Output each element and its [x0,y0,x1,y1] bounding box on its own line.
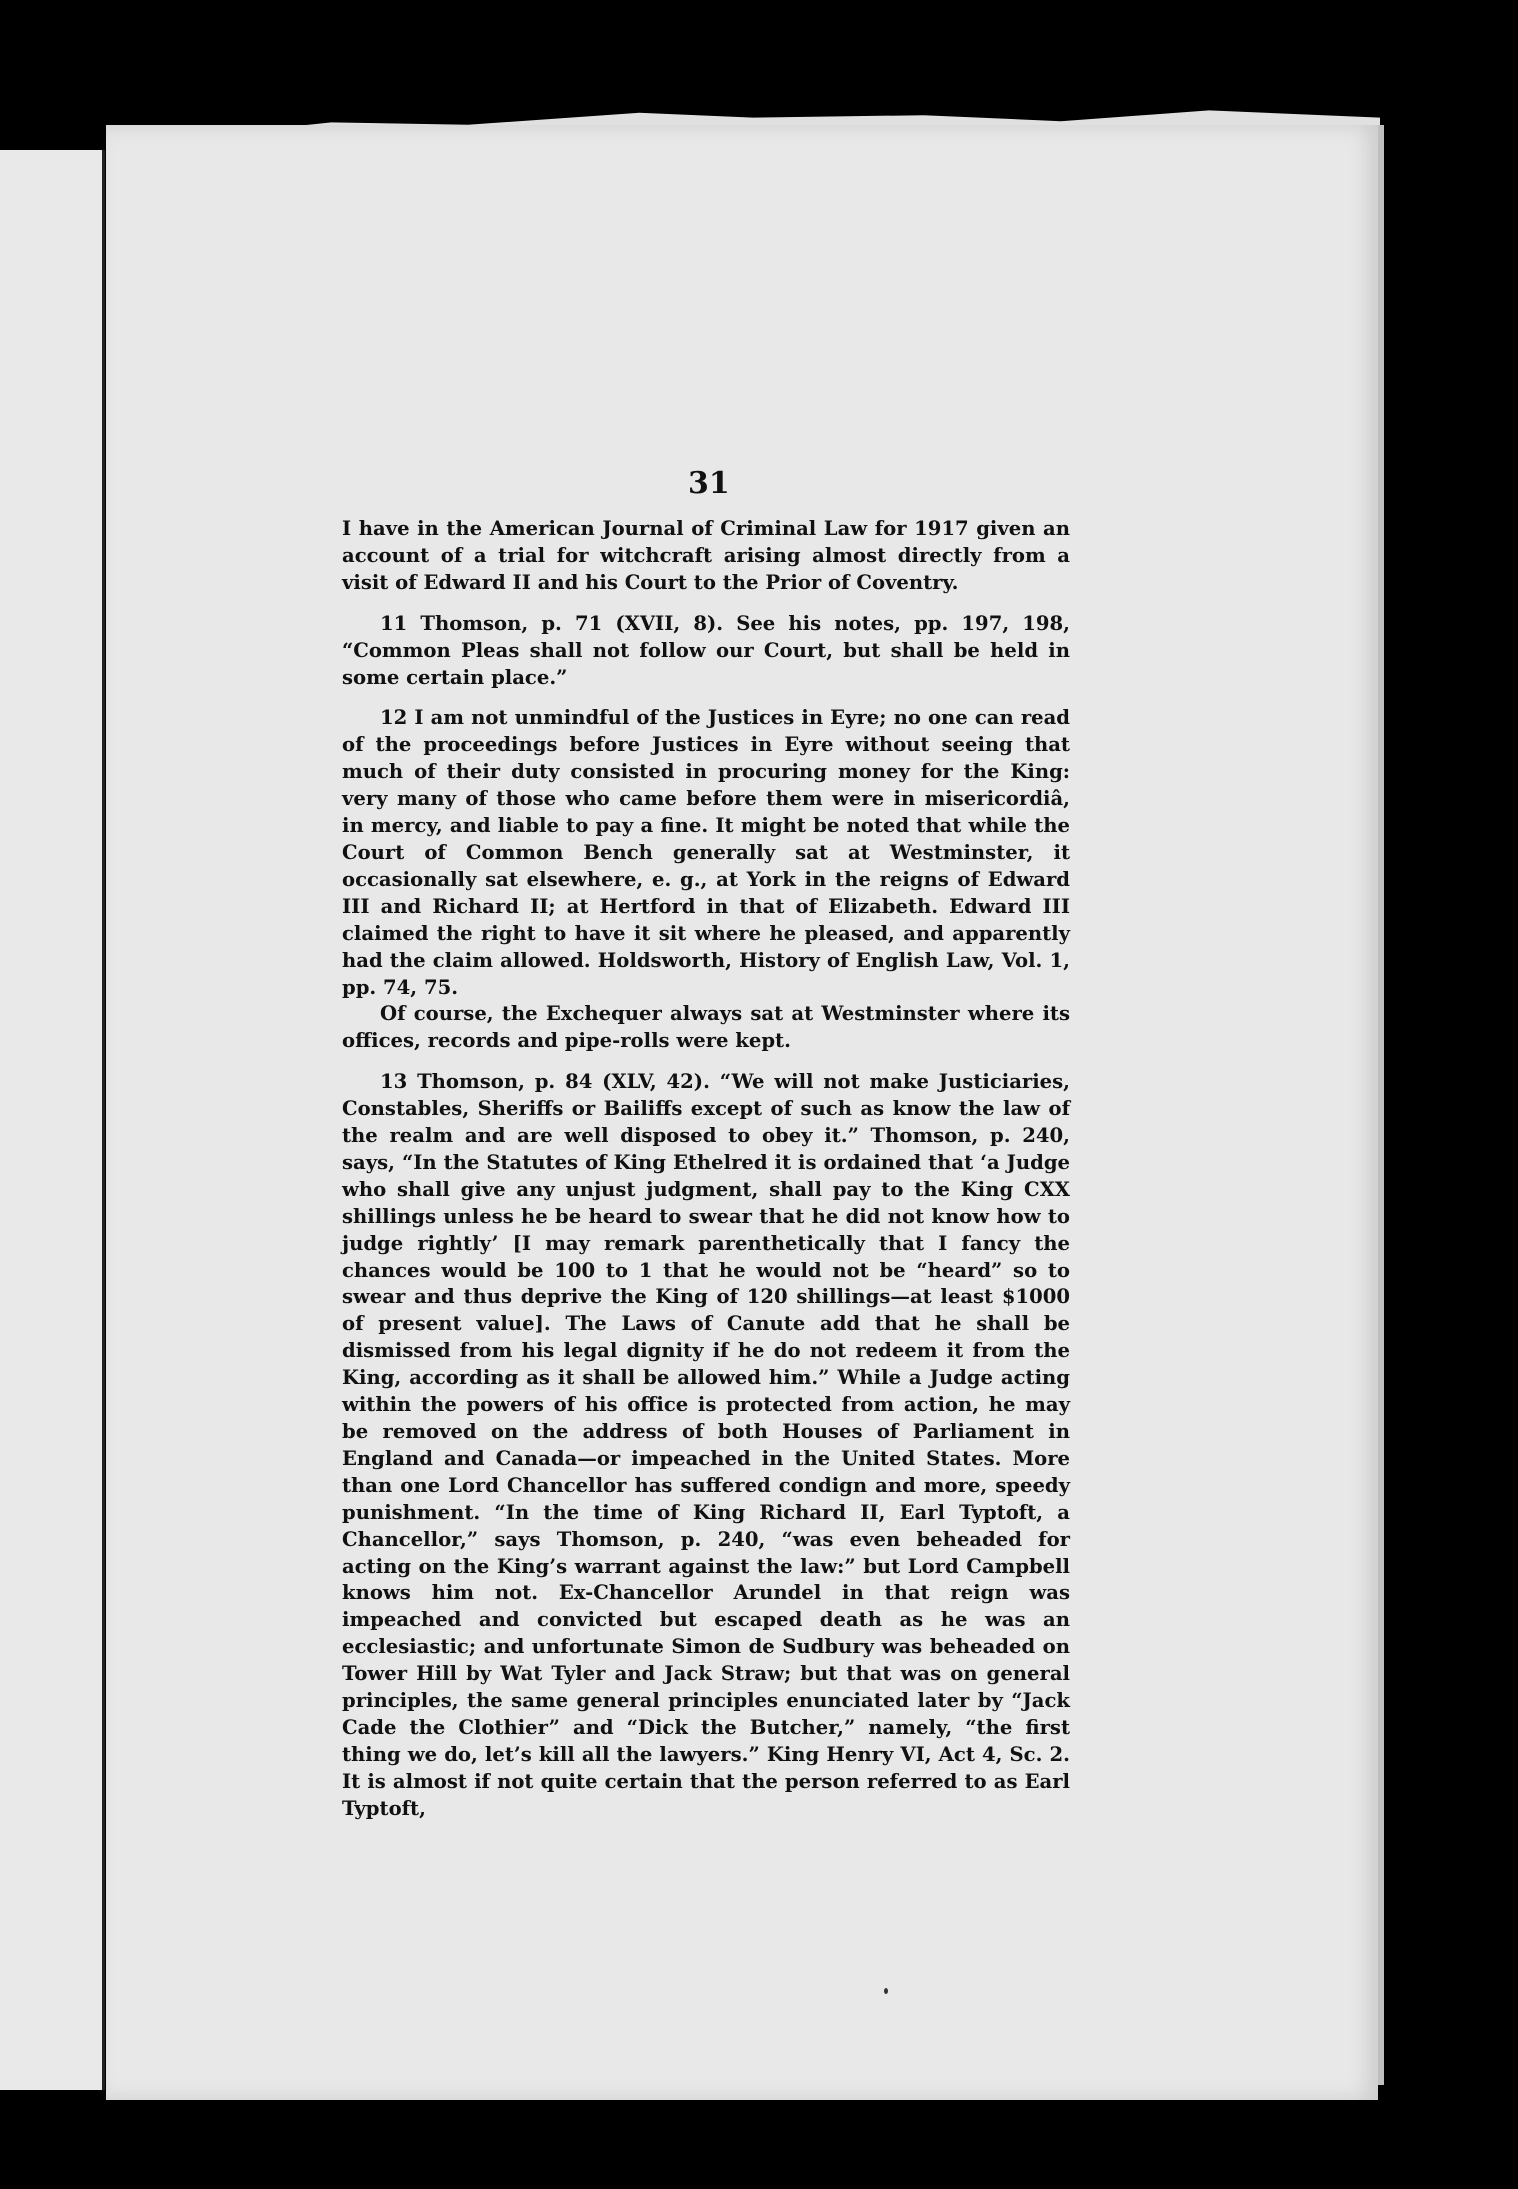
ink-speck [884,1988,888,1994]
footnote-12-continued: Of course, the Exchequer always sat at Westminster where its offices, records and pipe-rolls were kept. [342,1002,1070,1053]
footnote-11: 11 Thomson, p. 71 (XVII, 8). See his notes, pp. 197, 198, “Common Pleas shall not follow our Court, but shall be held in some certain place.” [342,611,1070,689]
facing-page-edge [0,150,105,2090]
page-body [342,462,1070,1823]
page-right-edge [1378,125,1384,2085]
paragraph-intro: I have in the American Journal of Criminal Law for 1917 given an account of a trial for witchcraft arising almost directly from a visit of Edward II and his Court to the Prior of Coventry. [342,517,1070,594]
page-number: 31 [688,466,730,501]
footnote-12: 12 I am not unmindful of the Justices in Eyre; no one can read of the proceedings before Justices in Eyre without seeing that much of their duty consisted in procuring money for the King: very many of those who came before them were in misericordiâ, in mercy, and liable to pay a fine. It might be noted that while the Court of Common Bench generally sat at Westminster, it occasionally sat elsewhere, e. g., at York in the reigns of Edward III and Richard II; at Hertford in that of Elizabeth. Edward III claimed the right to have it sit where he pleased, and apparently had the claim allowed. Holdsworth, History of English Law, Vol. 1, pp. 74, 75. [342,706,1070,999]
footnote-13: 13 Thomson, p. 84 (XLV, 42). “We will not make Justiciaries, Constables, Sheriffs or Bailiffs except of such as know the law of the realm and are well disposed to obey it.” Thomson, p. 240, says, “In the Statutes of King Ethelred it is ordained that ‘a Judge who shall give any unjust judgment, shall pay to the King CXX shillings unless he be heard to swear that he did not know how to judge rightly’ [I may remark parenthetically that I fancy the chances would be 100 to 1 that he would not be “heard” so to swear and thus deprive the King of 120 shillings—at least $1000 of present value]. The Laws of Canute add that he shall be dismissed from his legal dignity if he do not redeem it from the King, according as it shall be allowed him.” While a Judge acting within the powers of his office is protected from action, he may be removed on the address of both Houses of Parliament in England and Canada—or impeached in the United States. More than one Lord Chancellor has suffered condign and more, speedy punishment. “In the time of King Richard II, Earl Typtoft, a Chancellor,” says Thomson, p. 240, “was even beheaded for acting on the King’s warrant against the law:” but Lord Campbell knows him not. Ex-Chancellor Arundel in that reign was impeached and convicted but escaped death as he was an ecclesiastic; and unfortunate Simon de Sudbury was beheaded on Tower Hill by Wat Tyler and Jack Straw; but that was on general principles, the same general principles enunciated later by “Jack Cade the Clothier” and “Dick the Butcher,” namely, “the first thing we do, let’s kill all the lawyers.” King Henry VI, Act 4, Sc. 2. It is almost if not quite certain that the person referred to as Earl Typtoft, [342,1070,1070,1820]
